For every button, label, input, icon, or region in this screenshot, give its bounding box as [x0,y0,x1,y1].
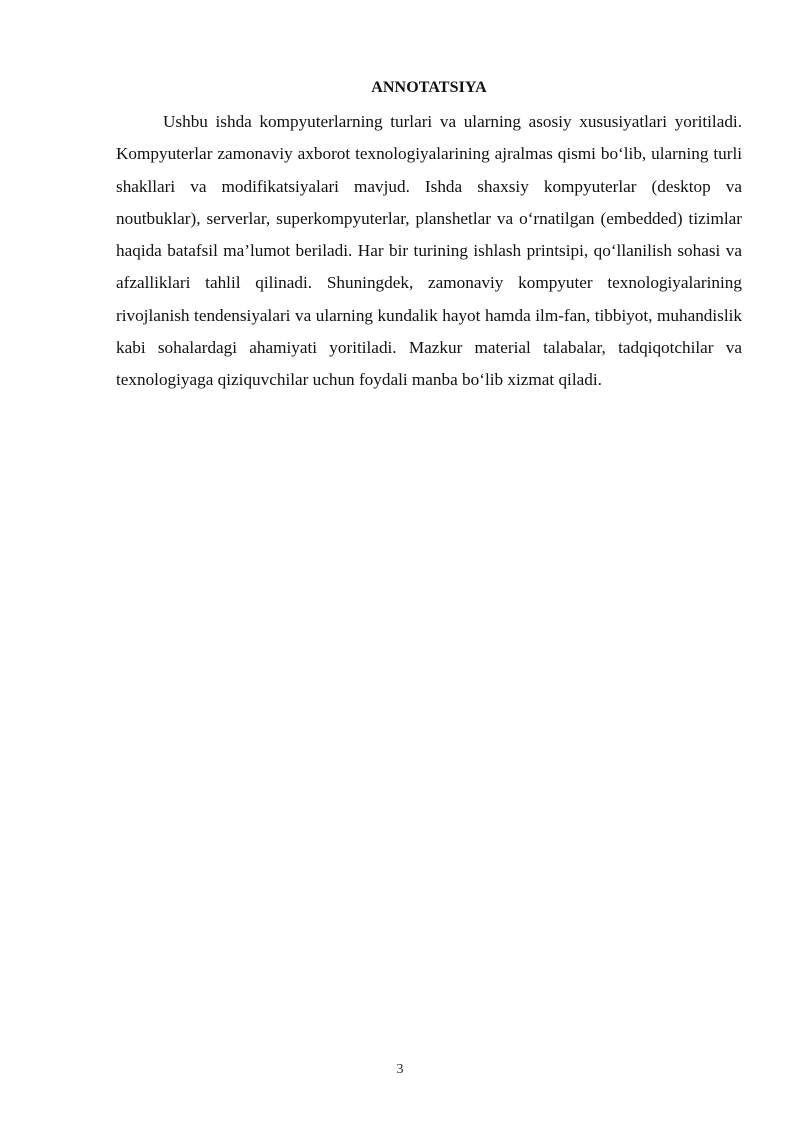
page-number: 3 [396,1062,404,1077]
page-content [116,76,742,397]
section-title: ANNOTATSIYA [371,79,487,96]
abstract-paragraph: Ushbu ishda kompyuterlarning turlari va ularning asosiy xususiyatlari yoritiladi. Kompyuterlar zamonaviy axborot texnologiyalarining ajralmas qismi bo‘lib, ularning turli shakllari va modifikatsiyalari mavjud. Ishda shaxsiy kompyuterlar (desktop va noutbuklar), serverlar, superkompyuterlar, planshetlar va o‘rnatilgan (embedded) tizimlar haqida batafsil ma’lumot beriladi. Har bir turining ishlash printsipi, qo‘llanilish sohasi va afzalliklari tahlil qilinadi. Shuningdek, zamonaviy kompyuter texnologiyalarining rivojlanish tendensiyalari va ularning kundalik hayot hamda ilm-fan, tibbiyot, muhandislik kabi sohalardagi ahamiyati yoritiladi. Mazkur material talabalar, tadqiqotchilar va texnologiyaga qiziquvchilar uchun foydali manba bo‘lib xizmat qiladi. [116,112,742,390]
